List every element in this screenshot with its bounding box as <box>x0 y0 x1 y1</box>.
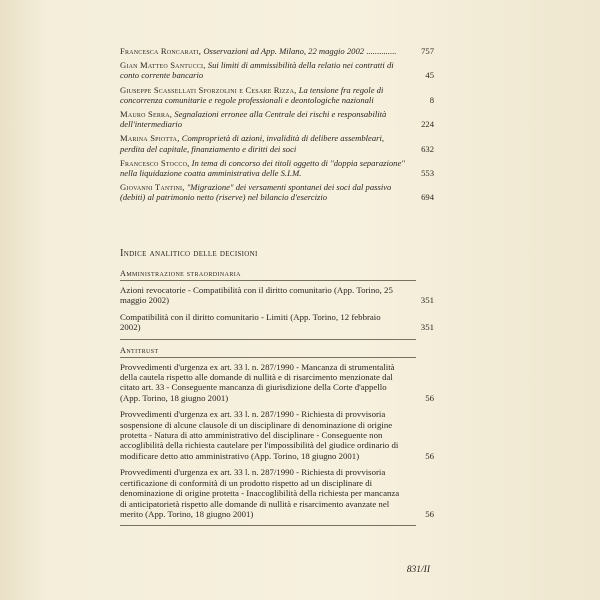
category-heading: Amministrazione straordinaria <box>120 269 416 281</box>
decisions-index <box>120 244 432 532</box>
author-entry <box>120 60 432 80</box>
article-title: "Migrazione" dei versamenti spontanei dei soci dal passivo (debiti) al patrimonio netto (riserve) nel bilancio d'esercizio <box>120 182 392 203</box>
page-number: 8 <box>429 94 434 105</box>
page-number: 757 <box>421 46 434 56</box>
author-name: Giovanni Tantini, <box>120 182 185 193</box>
author-name: Francesco Stocco, <box>120 157 190 168</box>
category-heading: Antitrust <box>120 346 416 358</box>
page-number: 56 <box>425 450 434 461</box>
decision-text: Provvedimenti d'urgenza ex art. 33 l. n. 287/1990 - Richiesta di provvisoria sospensione di alcune clausole di un disciplinare di denominazione di origine protetta - Natura di atto amministrativo del disciplinare - Conseguente non accoglibilità della richiesta cautelare per l'impossibilità del giudice ordinario di modificare detto atto amministrativo (App. Torino, 18 giugno 2001) <box>120 409 399 461</box>
author-name: Mauro Serra, <box>120 109 173 120</box>
decision-text: Azioni revocatorie - Compatibilità con il diritto comunitario (App. Torino, 25 maggio 2002) <box>120 285 393 306</box>
decision-text: Provvedimenti d'urgenza ex art. 33 l. n. 287/1990 - Mancanza di strumentalità della cautela rispetto alle domande di nullità e di risarcimento menzionate dal citato art. 33 - Conseguente mancanza di giurisdizione della Corte d'appello (App. Torino, 18 giugno 2001) <box>120 361 395 403</box>
decision-text: Provvedimenti d'urgenza ex art. 33 l. n. 287/1990 - Richiesta di provvisoria certificazione di conformità di un prodotto rispetto ad un disciplinare di denominazione di origine protetta - Inaccoglibilità della richiesta per mancanza di anticipatorietà rispetto alle domande di nullità e risarcimento avanzate nel merito (App. Torino, 18 giugno 2001) <box>120 467 400 519</box>
article-title: Segnalazioni erronee alla Centrale dei rischi e responsabilità dell'intermediario <box>120 109 387 130</box>
author-name: Francesca Roncarati, <box>120 46 202 56</box>
author-name: Marina Spiotta, <box>120 133 180 144</box>
author-entry <box>120 133 432 153</box>
section-title: Indice analitico delle decisioni <box>120 248 258 259</box>
page-number: 56 <box>425 392 434 403</box>
page-number: 56 <box>425 508 434 519</box>
divider <box>120 525 416 526</box>
divider <box>120 339 416 340</box>
author-name: Gian Matteo Santucci, <box>120 60 206 71</box>
page-number: 224 <box>421 119 434 130</box>
author-entry <box>120 158 432 178</box>
article-title: Comproprietà di azioni, invalidità di delibere assembleari, perdita del capitale, finanziamento e diritti dei soci <box>120 133 384 154</box>
article-title: Osservazioni ad App. Milano, 22 maggio 2002 <box>203 46 365 56</box>
decision-entry <box>120 467 432 519</box>
article-title: La tensione fra regole di concorrenza comunitarie e regole professionali e deontologiche nazionali <box>120 84 384 105</box>
page-number: 45 <box>425 70 434 81</box>
author-entry <box>120 182 432 202</box>
author-entry <box>120 85 432 105</box>
author-name: Giuseppe Scassellati Sforzolini e Cesare Rizza, <box>120 84 297 95</box>
decision-entry <box>120 312 432 333</box>
page-number: 351 <box>420 295 434 306</box>
page-folio: 831/II <box>406 565 430 575</box>
decision-entry <box>120 362 432 404</box>
page-number: 553 <box>421 168 434 179</box>
decision-text: Compatibilità con il diritto comunitario - Limiti (App. Torino, 12 febbraio 2002) <box>120 311 381 333</box>
article-title: Sui limiti di ammissibilità della relatio nei contratti di conto corrente bancario <box>120 60 394 81</box>
article-title: In tema di concorso dei titoli oggetto di "doppia separazione" nella liquidazione coatta amministrativa delle S.I.M. <box>120 157 405 179</box>
authors-index <box>120 46 432 207</box>
author-entry <box>120 109 432 129</box>
decision-entry <box>120 409 432 461</box>
decision-entry <box>120 285 432 306</box>
page-number: 351 <box>420 322 434 333</box>
author-entry: Francesca Roncarati, Osservazioni ad App. Milano, 22 maggio 2002 .............. 757 <box>120 46 434 56</box>
page-number: 632 <box>421 143 434 154</box>
page-number: 694 <box>421 192 434 203</box>
